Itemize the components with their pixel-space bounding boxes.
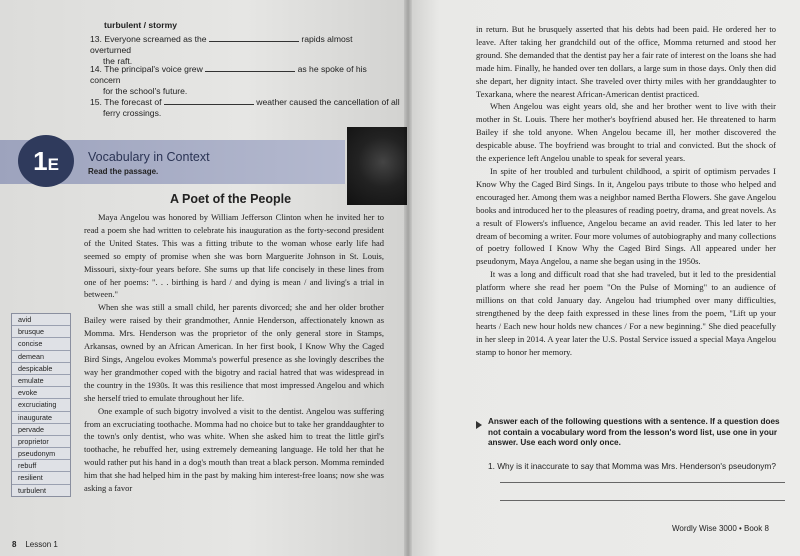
section-title: Vocabulary in Context [88,150,210,164]
answer-blank[interactable] [164,96,254,105]
paragraph: It was a long and difficult road that she had traveled, but it led to the presidential platform where she read her poem "On the Pulse of Morning" to an audience of millions on that cold January day. Angelou had triumphed over many difficulties, strengthened by the deep faith expressed in these lines from the poem, "Lift up your hearts / Each new hour holds new chances / For a new beginning." She died peacefully in her sleep in 2014. A year later the U.S. Postal Service issued a special Maya Angelou stamp to honor her memory. [476,269,776,357]
word-list-item: evoke [12,387,70,399]
answer-blank[interactable] [205,63,295,72]
paragraph: In spite of her troubled and turbulent childhood, a spirit of optimism pervades I Know Why the Caged Bird Sings. In it, Angelou pays tribute to those who helped and encouraged her. Among them was a neighbor named Bertha Flowers. She gave Angelou books and introduced her to the pleasures of reading poetry, drama, and great novels. As a result of Flowers's influence, Angelou became an avid reader. This led later to her dream of becoming a writer. Four more volumes of autobiography and many collections of poetry followed I Know Why the Caged Bird Sings. All appeared under her pseudonym, Maya Angelou, a name she began using in the 1950s. [476,165,776,267]
word-list-item: avid [12,314,70,326]
arrow-right-icon [476,421,482,429]
passage-title: A Poet of the People [170,192,292,206]
book-gutter [404,0,412,556]
exercise-item-15: 15. The forecast of weather caused the cancellation of all ferry crossings. [90,97,400,118]
word-list-item: emulate [12,375,70,387]
paragraph: When Angelou was eight years old, she and her brother went to live with their mother in St. Louis. There her mother's boyfriend abused her. He threatened to harm Bailey if she told anyone. When Angelou became ill, her mother discovered the despicable abuse. The boyfriend was brought to trial and convicted. But the shock of the experience left Angelou unable to speak for several years. [476,101,776,164]
word-list-item: rebuff [12,460,70,472]
question-1: 1. Why is it inaccurate to say that Momma was Mrs. Henderson's pseudonym? [488,461,776,471]
lesson-label: Lesson 1 [25,540,58,549]
answer-blank[interactable] [209,33,299,42]
word-list-item: excruciating [12,399,70,411]
word-pair-heading: turbulent / stormy [104,20,178,30]
paragraph: One example of such bigotry involved a visit to the dentist. Angelou was suffering from an excruciating toothache. Momma had no choice but to take her granddaughter to the town's only dentist, who was white. When she asked him to treat the little girl's toothache, he rebuffed her, using extremely demeaning language. He told her that he would rather put his hand in a dog's mouth than treat a black person. Momma reminded him that she had helped him in the past by making him interest-free loans; now she was asking a favor [84,405,384,494]
portrait-photo-icon [347,127,407,205]
exercise-item-14: 14. The principal's voice grew as he spoke of his concern for the school's future. [90,64,367,96]
word-list-item: brusque [12,326,70,338]
word-list-item: demean [12,351,70,363]
word-list-item: proprietor [12,436,70,448]
word-list-item: pervade [12,424,70,436]
footer-left [12,540,58,549]
answer-line[interactable] [500,500,785,501]
paragraph: When she was still a small child, her parents divorced; she and her older brother Bailey were raised by their grandmother, Annie Henderson, affectionately known as Momma. Mrs. Henderson was the proprietor of the only general store in Stamps, Arkansas, owned by an African American. In her first book, I Know Why the Caged Bird Sings, Angelou evokes Momma's powerful presence as she lovingly describes the way her grandmother coped with the bigotry and racial hatred that was widespread in the country in the 1930s. It was this resilience that most impressed Angelou and which she herself tried to emulate throughout her life. [84,302,384,403]
word-list-item: concise [12,338,70,350]
instructions: Answer each of the following questions with a sentence. If a question does not contain a vocabulary word from the lesson's word list, use one in your answer. Use each word only once. [488,417,780,447]
answer-line[interactable] [500,482,785,483]
exercise-item-13: 13. Everyone screamed as the rapids almost overturned the raft. [90,34,353,66]
footer-right: Wordly Wise 3000 • Book 8 [672,524,769,533]
word-list-item: turbulent [18,485,46,495]
passage-left-column [84,211,384,495]
word-list-item: inaugurate [12,412,70,424]
paragraph: Maya Angelou was honored by William Jefferson Clinton when he invited her to read a poem she had written to celebrate his inauguration as the forty-second president of the United States. This was a fitting tribute to the woman whose early life had seemed so empty of promise when she was born Marguerite Johnson in St. Louis, Missouri, sixty-four years before. She sums up that life concisely in these lines from one of her poems: ". . . birthing is hard / and dying is mean / and living's a trial in between." [84,212,384,300]
word-list-item: resilient [12,472,70,484]
section-subtitle: Read the passage. [88,167,159,176]
page-number: 8 [12,540,17,549]
paragraph: in return. But he brusquely asserted that his debts had been paid. He ordered her to leave. After taking her grandchild out of the office, Momma returned and stood her ground. She demanded that the dentist pay her a fair rate of interest on the loans she had made him. Finally, he handed over ten dollars, a large sum in those days. Only then did she depart, her dignity intact. She traveled over thirty miles with her granddaughter to Texarkana, where the nearest African-American dentist practiced. [476,24,776,99]
passage-right-column [476,23,776,359]
lesson-badge: 1E [18,135,74,187]
word-list [11,313,71,497]
word-list-item: pseudonym [12,448,70,460]
word-list-item: despicable [12,363,70,375]
